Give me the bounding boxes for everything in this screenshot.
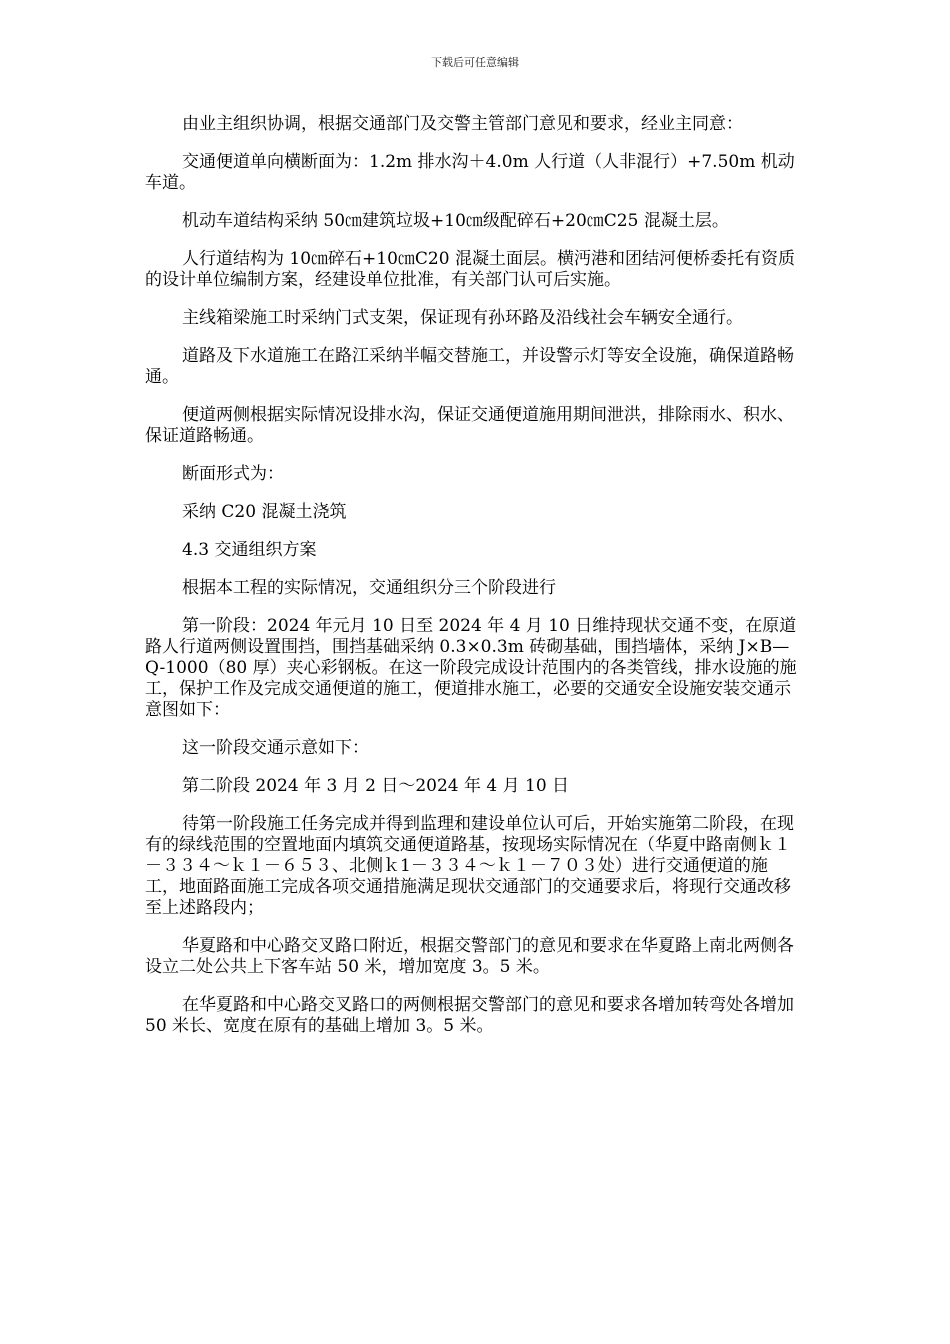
paragraph-9: 采纳 C20 混凝土浇筑 bbox=[182, 502, 347, 522]
paragraph-15: 待第一阶段施工任务完成并得到监理和建设单位认可后，开始实施第二阶段，在现有的绿线范围的空置地面内填筑交通便道路基，按现场实际情况在（华夏中路南侧ｋ１－３３４～ｋ１－６５３、北侧ｋ1－３３４～ｋ１－７０３处）进行交通便道的施工，地面路面施工完成各项交通措施满足现状交通部门的交通要求后，将现行交通改移至上述路段内； bbox=[145, 814, 794, 918]
paragraph-5: 主线箱梁施工时采纳门式支架，保证现有孙环路及沿线社会车辆安全通行。 bbox=[182, 308, 743, 328]
section-heading: 4.3 交通组织方案 bbox=[182, 540, 317, 560]
paragraph-1: 由业主组织协调，根据交通部门及交警主管部门意见和要求，经业主同意： bbox=[182, 114, 743, 134]
paragraph-17: 在华夏路和中心路交叉路口的两侧根据交警部门的意见和要求各增加转弯处各增加 50 米长、宽度在原有的基础上增加 3。5 米。 bbox=[145, 995, 794, 1036]
paragraph-3: 机动车道结构采纳 50㎝建筑垃圾+10㎝级配碎石+20㎝C25 混凝土层。 bbox=[182, 211, 729, 231]
paragraph-16: 华夏路和中心路交叉路口附近，根据交警部门的意见和要求在华夏路上南北两侧各设立二处公共上下客车站 50 米，增加宽度 3。5 米。 bbox=[145, 936, 794, 977]
paragraph-2: 交通便道单向横断面为：1.2m 排水沟＋4.0m 人行道（人非混行）+7.50m 机动车道。 bbox=[145, 152, 795, 193]
page-header: 下载后可任意编辑 bbox=[431, 56, 519, 69]
paragraph-13: 这一阶段交通示意如下： bbox=[182, 738, 369, 758]
paragraph-8: 断面形式为： bbox=[182, 464, 284, 484]
paragraph-6: 道路及下水道施工在路江采纳半幅交替施工，并设警示灯等安全设施，确保道路畅通。 bbox=[145, 346, 794, 387]
paragraph-12: 第一阶段：2024 年元月 10 日至 2024 年 4 月 10 日维持现状交通不变，在原道路人行道两侧设置围挡，围挡基础采纳 0.3×0.3m 砖砌基础，围挡墙体，采纳 J×B—Q-1000（80 厚）夹心彩钢板。在这一阶段完成设计范围内的各类管线，排水设施的施工，保护工作及完成交通便道的施工，便道排水施工，必要的交通安全设施安装交通示意图如下： bbox=[145, 616, 797, 720]
paragraph-14: 第二阶段 2024 年 3 月 2 日～2024 年 4 月 10 日 bbox=[182, 776, 570, 796]
paragraph-4: 人行道结构为 10㎝碎石+10㎝C20 混凝土面层。横沔港和团结河便桥委托有资质的设计单位编制方案，经建设单位批准，有关部门认可后实施。 bbox=[145, 249, 795, 290]
document-body bbox=[145, 114, 801, 1054]
paragraph-11: 根据本工程的实际情况，交通组织分三个阶段进行 bbox=[182, 578, 556, 598]
paragraph-7: 便道两侧根据实际情况设排水沟，保证交通便道施用期间泄洪，排除雨水、积水、保证道路畅通。 bbox=[145, 405, 794, 446]
